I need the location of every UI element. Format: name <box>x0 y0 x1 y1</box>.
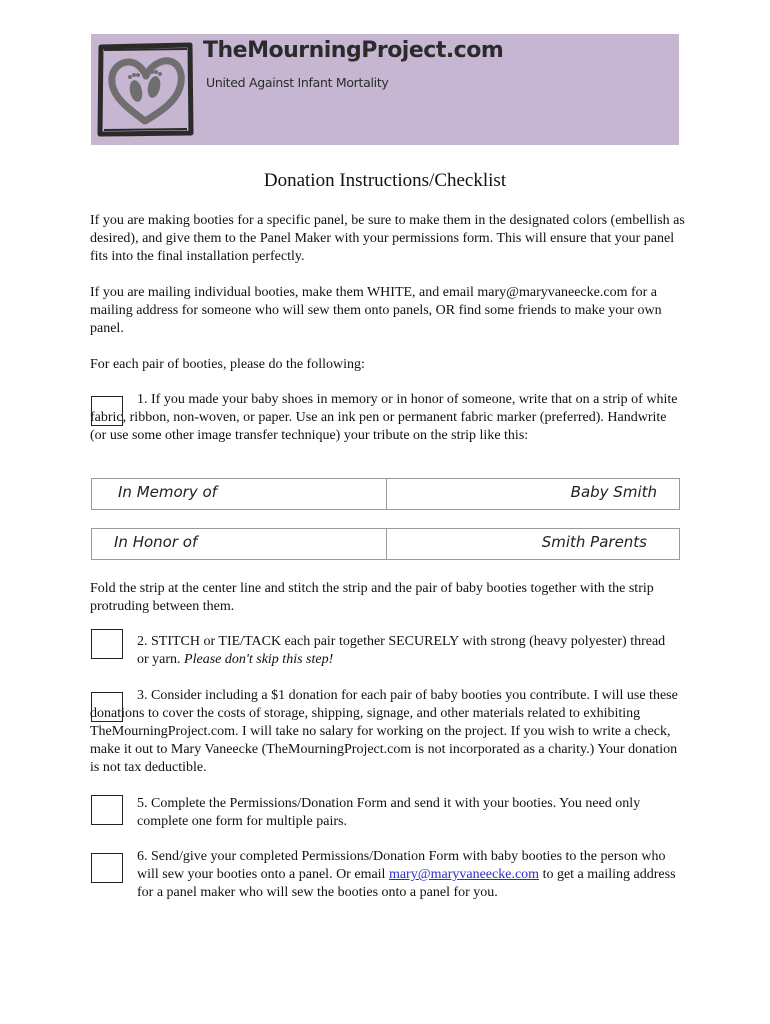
step-3-text: 3. Consider including a $1 donation for each pair of baby booties you contribute. I will use these donations to cover the costs of storage, shipping, signage, and other materials related to exhibiting TheMourningProject.com. I will take no salary for working on the project. If you wish to write a check, make it out to Mary Vaneecke (TheMourningProject.com is not incorporated as a charity.) Your donation is not tax deductible. <box>90 688 678 775</box>
checkbox-step-2[interactable] <box>91 629 123 659</box>
intro-paragraph-2: If you are mailing individual booties, make them WHITE, and email mary@maryvaneecke.com for a mailing address for someone who will sew them onto panels, OR find some friends to make your own panel. <box>90 285 662 336</box>
strip-right-label: Baby Smith <box>570 483 657 501</box>
strip-center-line <box>386 479 387 509</box>
checkbox-step-5[interactable] <box>91 795 123 825</box>
step-5-text: 5. Complete the Permissions/Donation Form and send it with your booties. You need only complete one form for multiple pairs. <box>137 796 641 829</box>
checkbox-step-6[interactable] <box>91 853 123 883</box>
intro-paragraph-1: If you are making booties for a specific panel, be sure to make them in the designated colors (embellish as desired), and give them to the Panel Maker with your permissions form. This will ensure that your panel fits into the final installation perfectly. <box>90 213 685 264</box>
strip-left-label: In Honor of <box>114 533 198 551</box>
step-6-text <box>137 848 677 902</box>
strip-center-line <box>386 529 387 559</box>
step-6-part-b: to get a mailing address for a panel maker who will sew the booties onto a panel for you. <box>137 867 676 900</box>
fold-instructions: Fold the strip at the center line and stitch the strip and the pair of baby booties together with the strip protruding between them. <box>90 581 654 614</box>
intro-paragraph-3: For each pair of booties, please do the following: <box>90 357 365 372</box>
strip-left-label: In Memory of <box>118 483 217 501</box>
step-2-main: 2. STITCH or TIE/TACK each pair together SECURELY with strong (heavy polyester) thread or yarn. <box>137 634 666 667</box>
brand-title: TheMourningProject.com <box>203 38 504 63</box>
tribute-strip-memory <box>91 478 680 510</box>
strip-right-label: Smith Parents <box>541 533 647 551</box>
page-title: Donation Instructions/Checklist <box>263 170 507 191</box>
email-link[interactable]: mary@maryvaneecke.com <box>388 867 540 882</box>
tribute-strip-honor <box>91 528 680 560</box>
logo <box>96 41 195 138</box>
step-6-part-a: 6. Send/give your completed Permissions/Donation Form with baby booties to the person who will sew your booties onto a panel. Or email <box>137 849 666 882</box>
step-1-text: 1. If you made your baby shoes in memory or in honor of someone, write that on a strip of white fabric, ribbon, non-woven, or paper. Use an ink pen or permanent fabric marker (preferred). Handwrite (or use some other image transfer technique) your tribute on the strip like this: <box>90 392 678 443</box>
header-banner <box>91 34 679 145</box>
step-2-emphasis: Please don't skip this step! <box>184 652 334 667</box>
heart-footprints-icon <box>96 41 195 138</box>
step-2-text <box>137 633 677 669</box>
brand-subtitle: United Against Infant Mortality <box>206 75 389 90</box>
